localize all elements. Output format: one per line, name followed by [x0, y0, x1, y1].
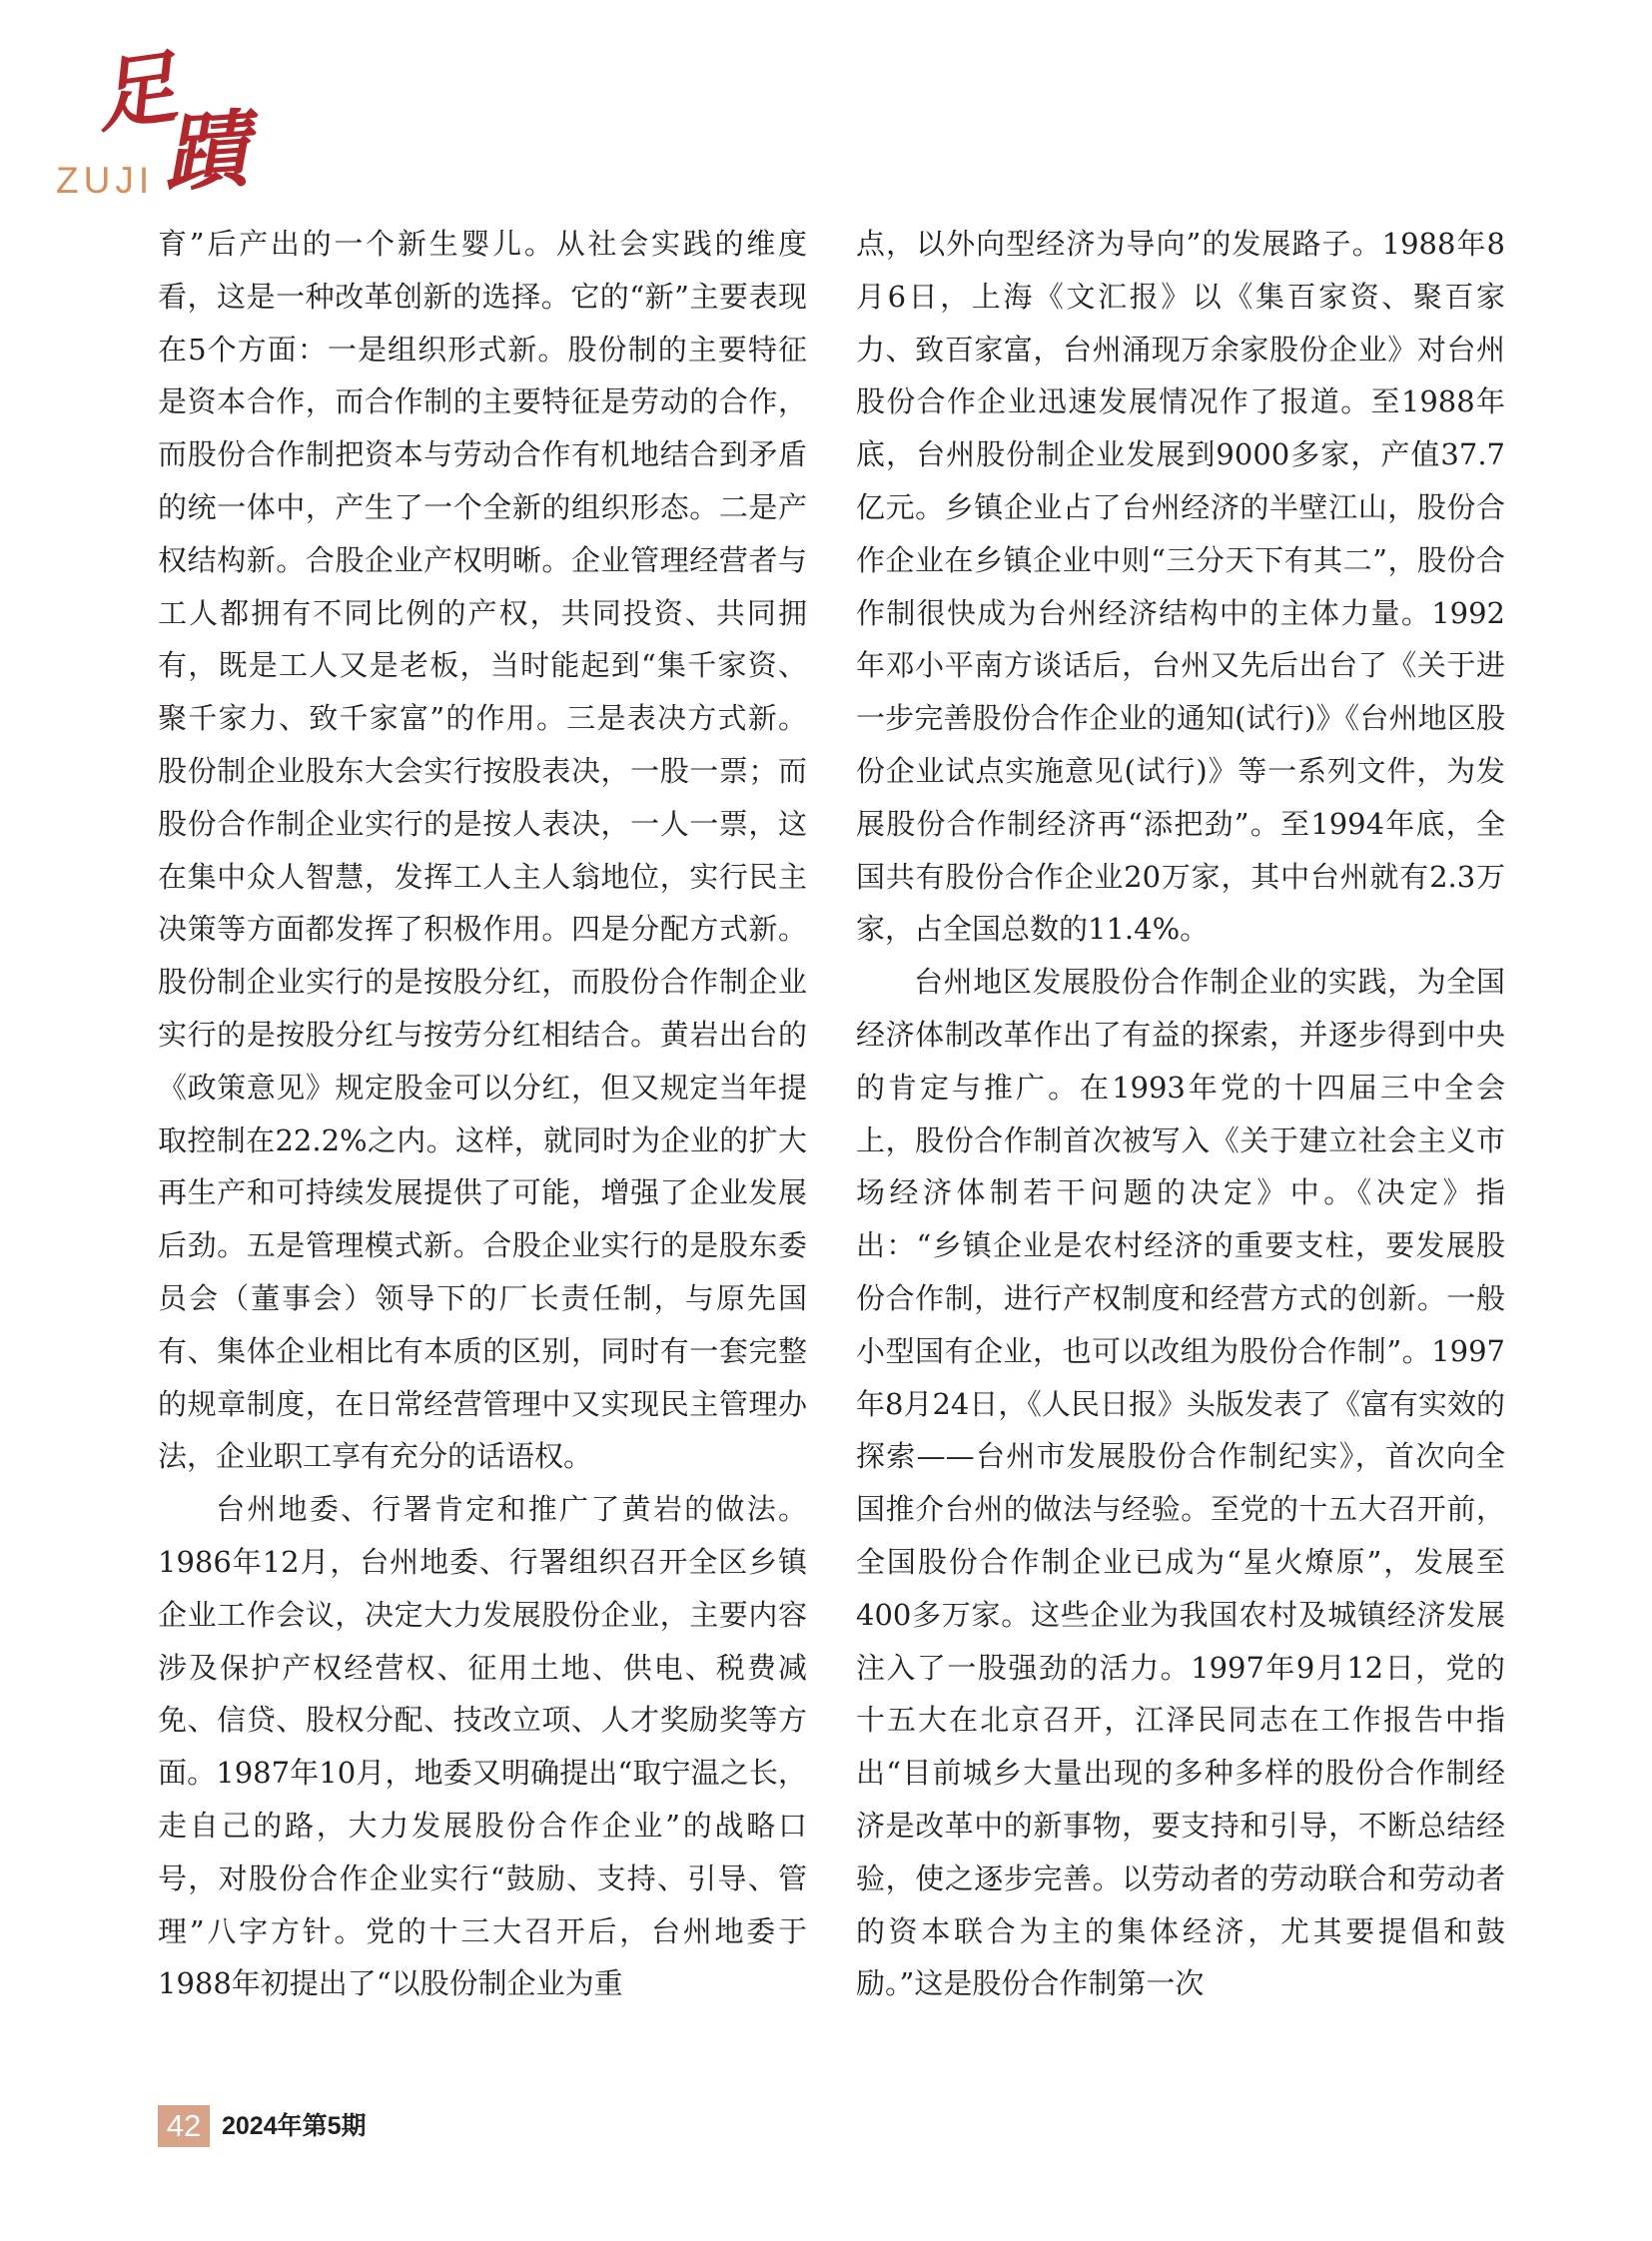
paragraph: 台州地区发展股份合作制企业的实践，为全国经济体制改革作出了有益的探索，并逐步得到中央的肯定与推广。在1993年党的十四届三中全会上，股份合作制首次被写入《关于建立社会主义市场经济体制若干问题的决定》中。《决定》指出：“乡镇企业是农村经济的重要支柱，要发展股份合作制，进行产权制度和经营方式的创新。一般小型国有企业，也可以改组为股份合作制”。1997年8月24日，《人民日报》头版发表了《富有实效的探索——台州市发展股份合作制纪实》，首次向全国推介台州的做法与经验。至党的十五大召开前，全国股份合作制企业已成为“星火燎原”，发展至400多万家。这些企业为我国农村及城镇经济发展注入了一股强劲的活力。1997年9月12日，党的十五大在北京召开，江泽民同志在工作报告中指出“目前城乡大量出现的多种多样的股份合作制经济是改革中的新事物，要支持和引导，不断总结经验，使之逐步完善。以劳动者的劳动联合和劳动者的资本联合为主的集体经济，尤其要提倡和鼓励。”这是股份合作制第一次	[856, 965, 1505, 2001]
paragraph: 台州地委、行署肯定和推广了黄岩的做法。1986年12月，台州地委、行署组织召开全区乡镇企业工作会议，决定大力发展股份企业，主要内容涉及保护产权经营权、征用土地、供电、税费减免、信贷、股权分配、技改立项、人才奖励奖等方面。1987年10月，地委又明确提出“取宁温之长，走自己的路，大力发展股份合作企业”的战略口号，对股份合作企业实行“鼓励、支持、引导、管理”八字方针。党的十三大召开后，台州地委于1988年初提出了“以股份制企业为重	[158, 1492, 807, 2001]
issue-label: 2024年第5期	[222, 2112, 367, 2140]
magazine-logo	[56, 39, 256, 204]
paragraph: 育”后产出的一个新生婴儿。从社会实践的维度看，这是一种改革创新的选择。它的“新”主要表现在5个方面：一是组织形式新。股份制的主要特征是资本合作，而合作制的主要特征是劳动的合作，而股份合作制把资本与劳动合作有机地结合到矛盾的统一体中，产生了一个全新的组织形态。二是产权结构新。合股企业产权明晰。企业管理经营者与工人都拥有不同比例的产权，共同投资、共同拥有，既是工人又是老板，当时能起到“集千家资、聚千家力、致千家富”的作用。三是表决方式新。股份制企业股东大会实行按股表决，一股一票；而股份合作制企业实行的是按人表决，一人一票，这在集中众人智慧，发挥工人主人翁地位，实行民主决策等方面都发挥了积极作用。四是分配方式新。股份制企业实行的是按股分红，而股份合作制企业实行的是按股分红与按劳分红相结合。黄岩出台的《政策意见》规定股金可以分红，但又规定当年提取控制在22.2%之内。这样，就同时为企业的扩大再生产和可持续发展提供了可能，增强了企业发展后劲。五是管理模式新。合股企业实行的是股东委员会（董事会）领导下的厂长责任制，与原先国有、集体企业相比有本质的区别，同时有一套完整的规章制度，在日常经营管理中又实现民主管理办法，企业职工享有充分的话语权。	[158, 227, 807, 1474]
logo-latin-text: ZUJI	[56, 160, 155, 201]
logo-char-ji: 蹟	[160, 99, 252, 204]
paragraph: 点，以外向型经济为导向”的发展路子。1988年8月6日，上海《文汇报》以《集百家资、聚百家力、致百家富，台州涌现万余家股份企业》对台州股份合作企业迅速发展情况作了报道。至1988年底，台州股份制企业发展到9000多家，产值37.7亿元。乡镇企业占了台州经济的半壁江山，股份合作企业在乡镇企业中则“三分天下有其二”，股份合作制很快成为台州经济结构中的主体力量。1992年邓小平南方谈话后，台州又先后出台了《关于进一步完善股份合作企业的通知(试行)》《台州地区股份企业试点实施意见(试行)》等一系列文件，为发展股份合作制经济再“添把劲”。至1994年底，全国共有股份合作企业20万家，其中台州就有2.3万家，占全国总数的11.4%。	[856, 227, 1505, 947]
logo-char-zu: 足	[89, 39, 183, 145]
page-number: 42	[158, 2105, 210, 2147]
text-column-left	[158, 218, 807, 2010]
text-column-right	[856, 218, 1505, 2010]
